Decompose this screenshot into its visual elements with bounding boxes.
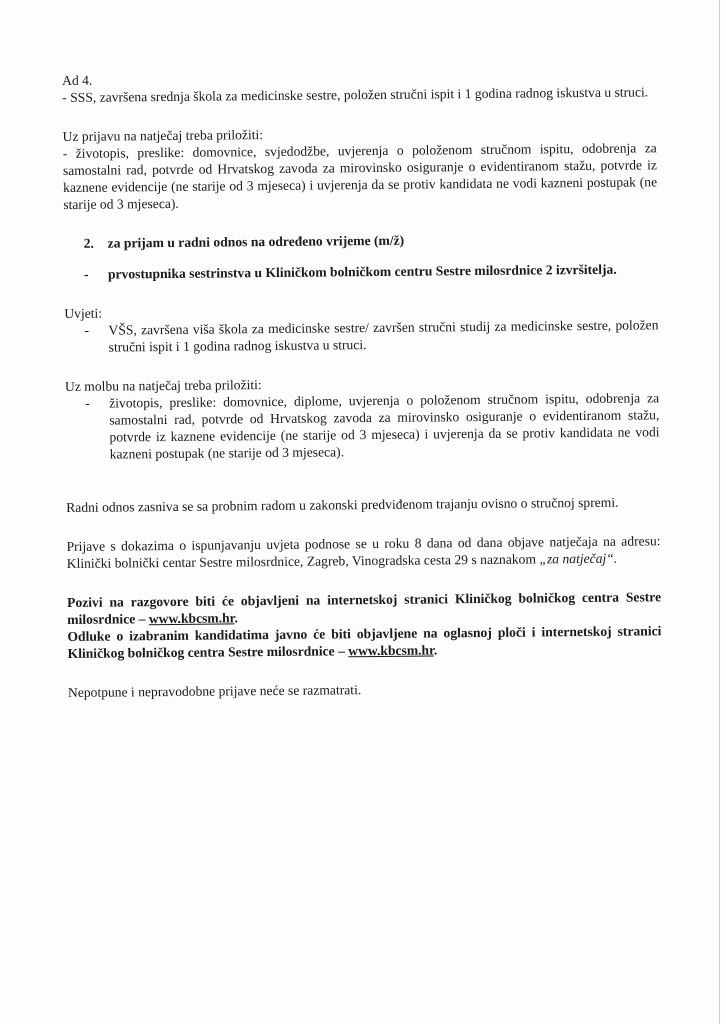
interview-notice-text: Pozivi na razgovore biti će objavljeni na internetskoj stranici Kliničkog bolničkog centra Sestre milosrdnice –	[67, 589, 662, 627]
attachments2-text: životopis, preslike: domovnice, diplome, uvjerenja o položenom stručnom ispitu, odobrenja za samostalni rad, potvrde od Hrvatskog zavoda za mirovinsko osiguranje o evidentiranom stažu, potvrde iz kaznene evidencije (ne starije od 3 mjeseca) i uvjerenja da se protiv kandidata ne vodi kazneni postupak (ne starije od 3 mjeseca).	[109, 390, 660, 462]
website-link[interactable]: www.kbcsm.hr	[348, 642, 434, 659]
interview-notice-end: .	[234, 610, 238, 626]
submission-body: Prijave s dokazima o ispunjavanju uvjeta podnose se u roku 8 dana od dana objave natječaja na adresu: Klinički bolnički centar Sestre milosrdnice, Zagreb, Vinogradska cesta 29 s naznakom	[66, 533, 661, 571]
document-page	[62, 66, 662, 701]
page-edge	[719, 0, 720, 1024]
list-dash: -	[83, 266, 89, 282]
position-text: prvostupnika sestrinstva u Kliničkom bolničkom centru Sestre milosrdnice 2 izvršitelja.	[107, 261, 617, 282]
interview-notice	[67, 588, 661, 628]
list-dash: -	[85, 395, 90, 411]
attachments-list: - životopis, preslike: domovnice, svjedodžbe, uvjerenja o položenom stručnom ispitu, odobrenja za samostalni rad, potvrde od Hrvatskog zavoda za mirovinsko osiguranje o evidentiranom stažu, potvrde iz kaznene evidencije (ne starije od 3 mjeseca) i uvjerenja da se protiv kandidata ne vodi kazneni postupak (ne starije od 3 mjeseca).	[62, 140, 658, 212]
decision-notice-text: Odluke o izabranim kandidatima javno će biti objavljene na oglasnoj ploči i internetskoj stranici Kliničkog bolničkog centra Sestre milosrdnice –	[67, 623, 662, 661]
section-number: 2.	[83, 235, 94, 251]
decision-notice-end: .	[433, 642, 438, 658]
list-dash: -	[84, 322, 90, 338]
final-note: Nepotpune i nepravodobne prijave neće se razmatrati.	[67, 682, 362, 700]
conditions-heading: Uvjeti:	[64, 305, 103, 321]
submission-mark: „za natječaj“.	[539, 550, 618, 567]
submission-text	[66, 532, 660, 572]
ad4-requirement: - SSS, završena srednja škola za medicinske sestre, položen stručni ispit i 1 godina radnog iskustva u struci.	[62, 84, 649, 105]
section-title: za prijam u radni odnos na određeno vrijeme (m/ž)	[107, 232, 405, 251]
attachments2-item	[85, 389, 660, 463]
decision-notice	[67, 622, 661, 662]
conditions-item	[84, 316, 658, 356]
probation-text: Radni odnos zasniva se sa probnim radom u zakonski predviđenom trajanju ovisno o stručnoj spremi.	[66, 494, 619, 515]
website-link[interactable]: www.kbcsm.hr	[148, 610, 235, 627]
attachments-intro: Uz prijavu na natječaj treba priložiti:	[62, 127, 264, 144]
attachments2-intro: Uz molbu na natječaj treba priložiti:	[64, 377, 262, 394]
conditions-text: VŠS, završena viša škola za medicinske sestre/ završen stručni studij za medicinske sestre, položen stručni ispit i 1 godina radnog iskustva u struci.	[108, 317, 659, 355]
ad4-heading: Ad 4.	[62, 72, 93, 88]
